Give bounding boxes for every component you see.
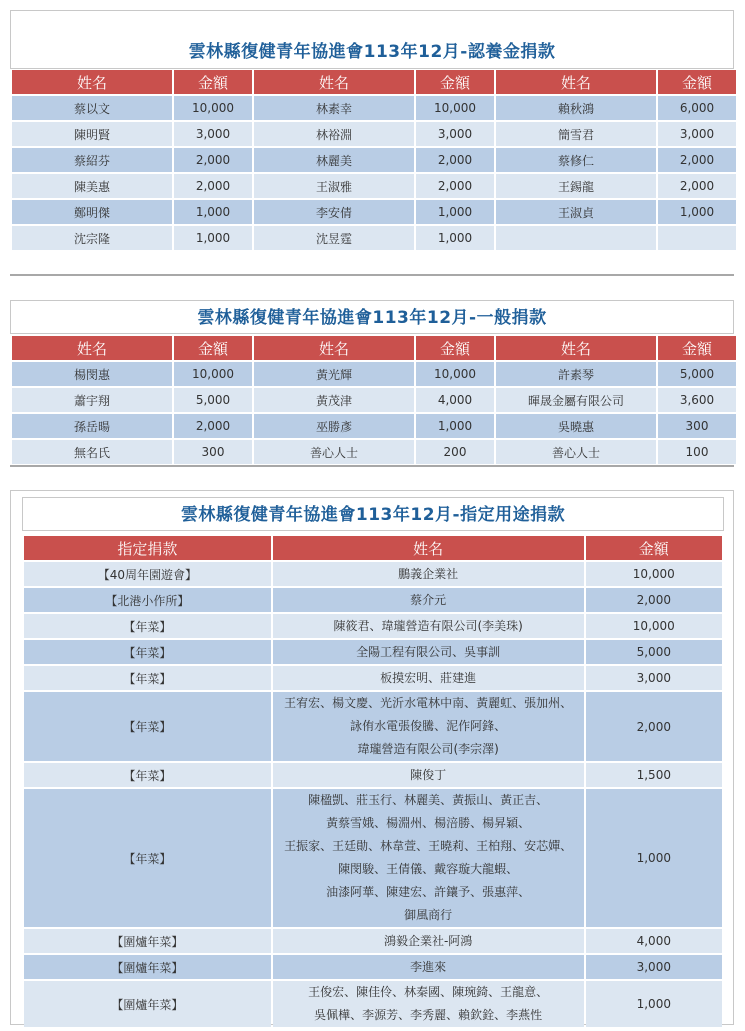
donor-name-cell: 沈宗隆: [12, 226, 172, 250]
donor-names-line: 陳筱君、瑋瓏營造有限公司(李美珠): [333, 618, 523, 633]
amount-cell: 3,600: [658, 388, 736, 412]
general-section: [10, 300, 734, 466]
donor-name-cell: 巫勝彥: [254, 414, 414, 438]
header-amount: 金額: [658, 70, 736, 94]
amount-cell: 2,000: [416, 174, 494, 198]
donor-names-line: 王振家、王廷勛、林韋萱、王曉莉、王柏翔、安芯嬋、: [284, 839, 573, 853]
sponsorship-table: [10, 68, 738, 252]
table-row: [12, 148, 736, 172]
header-purpose: 指定捐款: [24, 536, 271, 560]
amount-cell: 10,000: [586, 614, 722, 638]
donor-name-cell: 無名氏: [12, 440, 172, 464]
table-row: [24, 981, 722, 1027]
amount-cell: 2,000: [586, 692, 722, 761]
amount-cell: 4,000: [416, 388, 494, 412]
purpose-cell: 【年菜】: [24, 789, 271, 927]
donor-name-cell: 善心人士: [254, 440, 414, 464]
designated-title-box: [22, 497, 724, 531]
amount-cell: 3,000: [586, 955, 722, 979]
donor-names-cell: [273, 981, 584, 1027]
amount-cell: 2,000: [658, 148, 736, 172]
donor-name-cell: 善心人士: [496, 440, 656, 464]
donor-names-cell: [273, 640, 584, 664]
table-header-row: [12, 70, 736, 94]
amount-cell: 1,000: [174, 226, 252, 250]
donor-name-cell: 蔡紹芬: [12, 148, 172, 172]
donor-names-line: 吳佩樺、李源芳、李秀麗、賴欽銓、李燕性: [314, 1008, 543, 1022]
purpose-cell: 【圍爐年菜】: [24, 929, 271, 953]
donor-name-cell: 林素幸: [254, 96, 414, 120]
donor-names-cell: [273, 588, 584, 612]
amount-cell: 2,000: [586, 588, 722, 612]
header-name: 姓名: [254, 70, 414, 94]
sponsorship-title-box: [10, 10, 734, 69]
table-row: [24, 929, 722, 953]
table-row: [12, 122, 736, 146]
donor-names-line: 鴻毅企業社-阿鴻: [383, 933, 473, 948]
donor-names-line: 王俊宏、陳佳伶、林秦國、陳琬錡、王龍意、: [308, 985, 549, 999]
amount-cell: 2,000: [174, 174, 252, 198]
general-title-box: [10, 300, 734, 334]
donor-names-cell: [273, 929, 584, 953]
amount-cell: 300: [174, 440, 252, 464]
purpose-cell: 【圍爐年菜】: [24, 981, 271, 1027]
table-row: [12, 174, 736, 198]
table-header-row: [24, 536, 722, 560]
donor-name-cell: 孫岳暘: [12, 414, 172, 438]
amount-cell: 1,500: [586, 763, 722, 787]
table-row: [12, 200, 736, 224]
amount-cell: 3,000: [658, 122, 736, 146]
amount-cell: 1,000: [586, 981, 722, 1027]
amount-cell: 6,000: [658, 96, 736, 120]
table-header-row: [12, 336, 736, 360]
table-row: [24, 692, 722, 761]
donor-names-cell: [273, 666, 584, 690]
table-row: [24, 763, 722, 787]
amount-cell: 2,000: [658, 174, 736, 198]
amount-cell: 2,000: [416, 148, 494, 172]
donor-names-line: 陳楹凱、莊玉行、林麗美、黃振山、黃正吉、: [308, 793, 549, 807]
donor-names-cell: [273, 692, 584, 761]
sponsorship-title: 雲林縣復健青年協進會113年12月-認養金捐款: [188, 42, 556, 62]
table-row: [24, 640, 722, 664]
donor-name-cell: 楊閔惠: [12, 362, 172, 386]
donor-names-cell: [273, 789, 584, 927]
donor-name-cell: 鄭明傑: [12, 200, 172, 224]
purpose-cell: 【年菜】: [24, 640, 271, 664]
donor-name-cell: 陳明賢: [12, 122, 172, 146]
table-row: [12, 440, 736, 464]
amount-cell: 1,000: [586, 789, 722, 927]
amount-cell: 4,000: [586, 929, 722, 953]
amount-cell: 5,000: [174, 388, 252, 412]
header-names: 姓名: [273, 536, 584, 560]
purpose-cell: 【圍爐年菜】: [24, 955, 271, 979]
header-name: 姓名: [12, 70, 172, 94]
header-name: 姓名: [496, 336, 656, 360]
table-row: [24, 562, 722, 586]
amount-cell: 10,000: [586, 562, 722, 586]
header-amount: 金額: [416, 70, 494, 94]
donor-name-cell: [496, 226, 656, 250]
donor-name-cell: 林麗美: [254, 148, 414, 172]
purpose-cell: 【年菜】: [24, 763, 271, 787]
donor-names-line: 蔡介元: [410, 592, 447, 607]
table-row: [24, 666, 722, 690]
amount-cell: 10,000: [416, 362, 494, 386]
amount-cell: 10,000: [416, 96, 494, 120]
donor-name-cell: 王淑雅: [254, 174, 414, 198]
donor-names-line: 詠侑水電張俊騰、泥作阿鋒、: [350, 719, 507, 733]
amount-cell: 1,000: [416, 226, 494, 250]
donor-name-cell: 王淑貞: [496, 200, 656, 224]
header-amount: 金額: [416, 336, 494, 360]
donor-names-line: 板摸宏明、莊建進: [380, 670, 477, 685]
donor-name-cell: 暉晟金屬有限公司: [496, 388, 656, 412]
donor-names-line: 陳俊丁: [410, 767, 447, 782]
donor-name-cell: 蔡修仁: [496, 148, 656, 172]
amount-cell: 1,000: [416, 200, 494, 224]
amount-cell: 1,000: [658, 200, 736, 224]
table-row: [12, 414, 736, 438]
section-divider: [10, 465, 734, 467]
donor-names-line: 王宥宏、楊文慶、光沂水電林中南、黃麗虹、張加州、: [284, 696, 573, 710]
donor-names-line: 油漆阿華、陳建宏、許鑲予、張惠萍、: [326, 885, 531, 899]
donor-name-cell: 蕭宇翔: [12, 388, 172, 412]
donor-name-cell: 李安倩: [254, 200, 414, 224]
amount-cell: 300: [658, 414, 736, 438]
donor-names-line: 李進來: [410, 959, 447, 974]
donor-name-cell: 黃光輝: [254, 362, 414, 386]
donor-name-cell: 吳曉惠: [496, 414, 656, 438]
header-name: 姓名: [254, 336, 414, 360]
donor-names-line: 瑋瓏營造有限公司(李宗澤): [357, 742, 499, 756]
donor-names-cell: [273, 763, 584, 787]
donor-names-line: 黃蔡雪娥、楊淵州、楊涪勝、楊昇穎、: [326, 816, 531, 830]
donor-name-cell: 賴秋鴻: [496, 96, 656, 120]
amount-cell: 2,000: [174, 148, 252, 172]
donor-name-cell: 許素琴: [496, 362, 656, 386]
donor-name-cell: 簡雪君: [496, 122, 656, 146]
amount-cell: 2,000: [174, 414, 252, 438]
donor-name-cell: 蔡以文: [12, 96, 172, 120]
amount-cell: 10,000: [174, 96, 252, 120]
amount-cell: [658, 226, 736, 250]
donor-names-line: 全陽工程有限公司、吳事訓: [356, 644, 501, 659]
donor-names-line: 御風商行: [404, 908, 453, 922]
general-title: 雲林縣復健青年協進會113年12月-一般捐款: [197, 308, 547, 328]
designated-section: [10, 490, 734, 1025]
header-amount: 金額: [658, 336, 736, 360]
general-table: [10, 334, 738, 466]
donor-name-cell: 沈昱霆: [254, 226, 414, 250]
amount-cell: 3,000: [174, 122, 252, 146]
designated-table: [22, 534, 724, 1029]
donor-names-cell: [273, 562, 584, 586]
amount-cell: 100: [658, 440, 736, 464]
amount-cell: 5,000: [586, 640, 722, 664]
table-row: [24, 789, 722, 927]
donor-names-cell: [273, 955, 584, 979]
donor-name-cell: 黃茂津: [254, 388, 414, 412]
donor-name-cell: 陳美惠: [12, 174, 172, 198]
amount-cell: 5,000: [658, 362, 736, 386]
donor-names-cell: [273, 614, 584, 638]
table-row: [12, 226, 736, 250]
designated-title: 雲林縣復健青年協進會113年12月-指定用途捐款: [180, 505, 566, 525]
amount-cell: 3,000: [416, 122, 494, 146]
amount-cell: 200: [416, 440, 494, 464]
header-amount: 金額: [174, 336, 252, 360]
purpose-cell: 【年菜】: [24, 692, 271, 761]
donor-names-line: 鵬義企業社: [398, 566, 459, 581]
table-row: [12, 96, 736, 120]
purpose-cell: 【北港小作所】: [24, 588, 271, 612]
header-name: 姓名: [496, 70, 656, 94]
table-row: [24, 614, 722, 638]
table-row: [24, 955, 722, 979]
donor-name-cell: 王錫龍: [496, 174, 656, 198]
section-divider: [10, 274, 734, 276]
header-name: 姓名: [12, 336, 172, 360]
donor-names-line: 陳閔駿、王倩儀、戴容璇大龍蝦、: [338, 862, 519, 876]
amount-cell: 1,000: [174, 200, 252, 224]
table-row: [12, 388, 736, 412]
purpose-cell: 【年菜】: [24, 666, 271, 690]
purpose-cell: 【年菜】: [24, 614, 271, 638]
header-amount: 金額: [174, 70, 252, 94]
amount-cell: 1,000: [416, 414, 494, 438]
sponsorship-section: [10, 10, 734, 252]
table-row: [24, 588, 722, 612]
purpose-cell: 【40周年園遊會】: [24, 562, 271, 586]
header-amount: 金額: [586, 536, 722, 560]
amount-cell: 10,000: [174, 362, 252, 386]
amount-cell: 3,000: [586, 666, 722, 690]
table-row: [12, 362, 736, 386]
donor-name-cell: 林裕淵: [254, 122, 414, 146]
